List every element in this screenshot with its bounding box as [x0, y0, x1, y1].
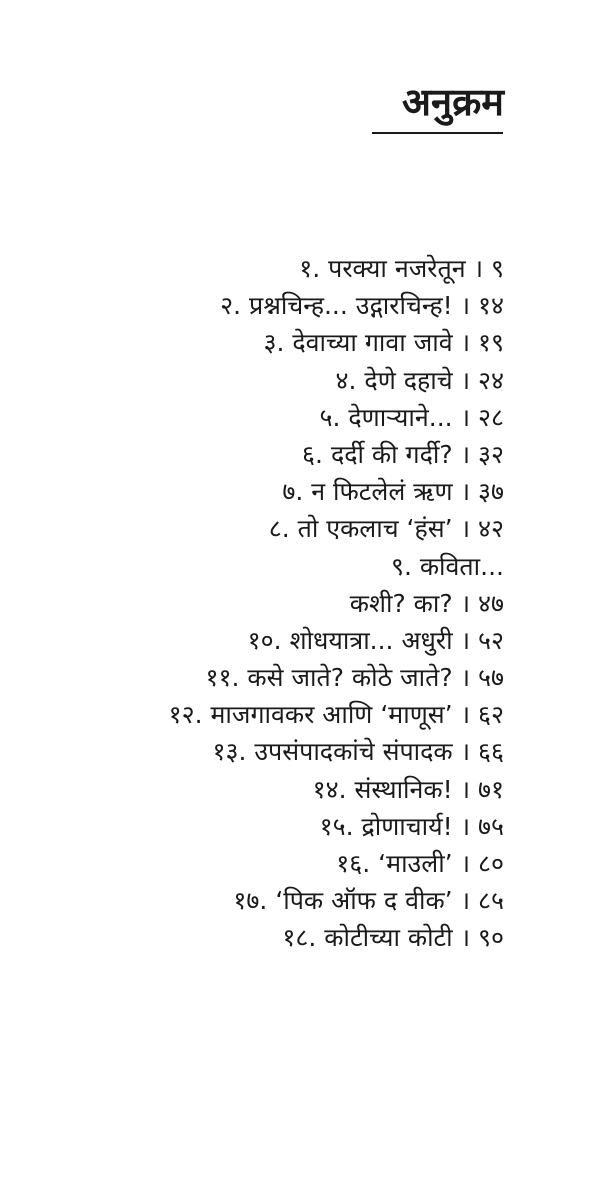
- toc-entry: ११. कसे जाते? कोठे जाते? । ५७: [205, 663, 504, 693]
- toc-entry: १६. ‘माउली’ । ८०: [336, 849, 504, 878]
- toc-entry: १५. द्रोणाचार्य! । ७५: [319, 811, 504, 841]
- toc-entry: ५. देणाऱ्याने... । २८: [319, 402, 504, 432]
- toc-entry: १४. संस्थानिक! । ७१: [312, 774, 504, 804]
- table-of-contents: [169, 250, 504, 957]
- toc-entry: २. प्रश्नचिन्ह... उद्गारचिन्ह! । १४: [220, 291, 504, 321]
- toc-entry: ६. दर्दी की गर्दी? । ३२: [302, 439, 504, 469]
- toc-entry: १८. कोटीच्या कोटी । ९०: [282, 923, 504, 953]
- toc-entry: १३. उपसंपादकांचे संपादक । ६६: [212, 737, 504, 767]
- page-title: अनुक्रम: [401, 80, 504, 124]
- toc-entry: ७. न फिटलेलं ऋण । ३७: [282, 477, 504, 507]
- title-underline: [372, 132, 503, 134]
- toc-entry: ४. देणे दहाचे । २४: [335, 365, 504, 395]
- toc-entry: कशी? का? । ४७: [349, 588, 504, 618]
- toc-entry: ८. तो एकलाच ‘हंस’ । ४२: [268, 514, 504, 544]
- toc-entry: १०. शोधयात्रा... अधुरी । ५२: [247, 625, 504, 655]
- toc-entry: ३. देवाच्या गावा जावे । १९: [263, 328, 504, 358]
- toc-entry: १२. माजगावकर आणि ‘माणूस’ । ६२: [168, 700, 504, 730]
- toc-entry: १७. ‘पिक ऑफ द वीक’ । ८५: [233, 886, 504, 916]
- toc-entry: ९. कविता...: [390, 551, 504, 581]
- toc-entry: १. परक्या नजरेतून । ९: [299, 254, 504, 283]
